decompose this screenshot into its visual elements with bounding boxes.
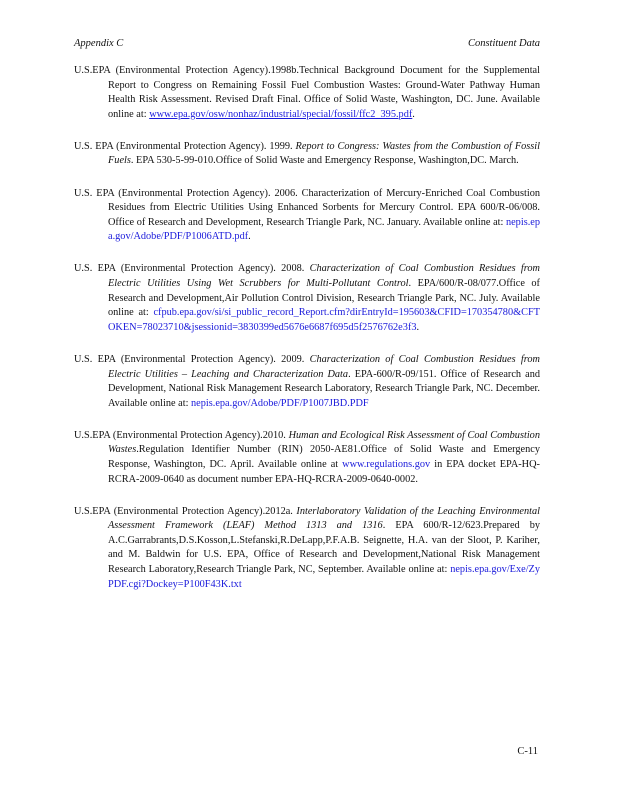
reference-text: U.S. EPA (Environmental Protection Agency). 1999.	[74, 140, 296, 152]
reference-item	[74, 64, 540, 122]
reference-title: Characterization of Coal Combustion Residues from Electric Utilities Using Wet Scrubbers for Multi-Pollutant Control	[108, 263, 540, 290]
reference-link[interactable]: nepis.epa.gov/Exe/ZyPDF.cgi?Dockey=P100F43K.txt	[108, 564, 540, 590]
reference-text: U.S.EPA (Environmental Protection Agency).2010.	[74, 429, 289, 441]
reference-text: U.S. EPA (Environmental Protection Agency). 2006. Characterization of Mercury-Enriched Coal Combustion Residues from Electric Utilities Using Enhanced Sorbents for Mercury Control. EPA 600/R-06/008. Office of Research and Development, Research Triangle Park, NC. January. Available online at:	[74, 187, 540, 228]
reference-title: Report to Congress: Wastes from the Combustion of Fossil Fuels	[108, 140, 540, 167]
reference-details: . EPA 600/R-12/623.Prepared by A.C.Garrabrants,D.S.Kosson,L.Stefanski,R.DeLapp,P.F.A.B. Seignette, H.A. van der Sloot, P. Kariher, and M. Baldwin for U.S. EPA, Office of Research and Development,National Risk Management Research Laboratory,Research Triangle Park, NC, September. Available online at:	[108, 520, 541, 576]
reference-item	[74, 187, 540, 245]
section-label: Constituent Data	[467, 38, 540, 49]
reference-suffix: .	[248, 231, 251, 243]
reference-item	[74, 505, 540, 593]
reference-details: . EPA 530-5-99-010.Office of Solid Waste and Emergency Response, Washington,DC. March.	[130, 155, 519, 167]
reference-link[interactable]: cfpub.epa.gov/si/si_public_record_Report.cfm?dirEntryId=195603&CFID=170354780&CFTOKEN=78023710&jsessionid=3830399ed5676e6687f695d5f2576762e3f3	[108, 307, 540, 333]
reference-link[interactable]: nepis.epa.gov/Adobe/PDF/P1007JBD.PDF	[191, 397, 369, 409]
reference-details: . EPA/600/R-08/077.Office of Research and Development,Air Pollution Control Division, Research Triangle Park, NC. July. Available online at:	[108, 278, 540, 319]
reference-item	[74, 429, 540, 487]
appendix-label: Appendix C	[74, 38, 124, 49]
page-number: C-11	[517, 746, 538, 757]
reference-text: U.S.EPA (Environmental Protection Agency).1998b.Technical Background Document for the Supplemental Report to Congress on Remaining Fossil Fuel Combustion Wastes: Ground-Water Pathway Human Health Risk Assessment. Revised Draft Final. Office of Solid Waste, Washington, DC. June. Available online at:	[74, 65, 540, 120]
reference-title: Characterization of Coal Combustion Residues from Electric Utilities – Leaching and Characterization Data	[108, 353, 540, 380]
reference-suffix: .	[416, 321, 420, 333]
reference-text: U.S. EPA (Environmental Protection Agency). 2008.	[74, 263, 310, 275]
reference-details: .Regulation Identifier Number (RIN) 2050-AE81.Office of Solid Waste and Emergency Response, Washington, DC. April. Available online at	[108, 444, 540, 470]
reference-link[interactable]: www.regulations.gov	[342, 458, 431, 470]
reference-item	[74, 262, 540, 335]
reference-link[interactable]: www.epa.gov/osw/nonhaz/industrial/special/fossil/ffc2_395.pdf	[149, 108, 413, 120]
reference-suffix: in EPA docket EPA-HQ-RCRA-2009-0640 as document number EPA-HQ-RCRA-2009-0640-0002.	[108, 458, 540, 485]
reference-title: Interlaboratory Validation of the Leaching Environmental Assessment Framework (LEAF) Method 1313 and 1316	[108, 505, 541, 532]
reference-item	[74, 353, 540, 411]
reference-list	[74, 64, 540, 610]
page-header	[74, 38, 540, 52]
reference-suffix: .	[412, 108, 415, 120]
reference-title: Human and Ecological Risk Assessment of Coal Combustion Wastes	[108, 429, 540, 456]
reference-details: . EPA-600/R-09/151. Office of Research and Development, National Risk Management Research Laboratory, Research Triangle Park, NC. December. Available online at:	[108, 368, 540, 409]
reference-item	[74, 140, 540, 169]
reference-text: U.S. EPA (Environmental Protection Agency). 2009.	[74, 353, 310, 365]
reference-link[interactable]: nepis.epa.gov/Adobe/PDF/P1006ATD.pdf	[108, 216, 540, 243]
reference-text: U.S.EPA (Environmental Protection Agency).2012a.	[74, 505, 297, 517]
